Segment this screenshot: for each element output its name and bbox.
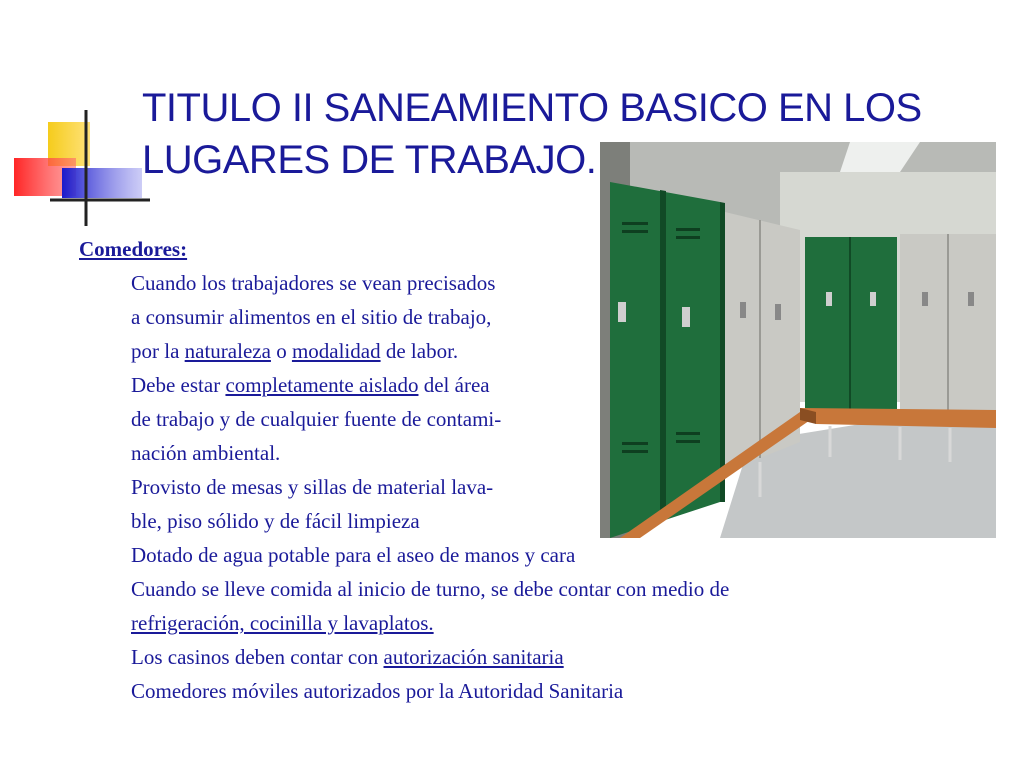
text-run: o <box>270 339 292 363</box>
section-heading: Comedores: <box>79 237 188 261</box>
body-line: Cuando los trabajadores se vean precisados <box>131 271 496 295</box>
title-line-1: TITULO II SANEAMIENTO BASICO EN LOS <box>142 86 922 130</box>
text-run: de labor. <box>380 339 459 363</box>
underlined-term: naturaleza <box>184 339 271 363</box>
underlined-term: autorización sanitaria <box>383 645 564 669</box>
body-line: refrigeración, cocinilla y lavaplatos. <box>131 611 434 635</box>
body-line: Cuando se lleve comida al inicio de turno, se debe contar con medio de <box>131 577 730 601</box>
underlined-term: completamente aislado <box>225 373 419 397</box>
body-line <box>79 334 729 368</box>
body-line <box>79 368 729 402</box>
title-line-2: LUGARES DE TRABAJO. <box>142 138 597 182</box>
text-run: del área <box>418 373 490 397</box>
decorative-squares-graphic <box>10 108 160 248</box>
text-run: Los casinos deben contar con <box>131 645 384 669</box>
body-line: ble, piso sólido y de fácil limpieza <box>131 509 420 533</box>
slide-body <box>79 232 729 708</box>
body-line: a consumir alimentos en el sitio de trabajo, <box>131 305 492 329</box>
body-line: Provisto de mesas y sillas de material lava- <box>131 475 494 499</box>
body-line <box>79 640 729 674</box>
body-line: de trabajo y de cualquier fuente de contami- <box>131 407 502 431</box>
body-line: Dotado de agua potable para el aseo de manos y cara <box>131 543 576 567</box>
body-line: Comedores móviles autorizados por la Autoridad Sanitaria <box>131 679 624 703</box>
text-run: Debe estar <box>131 373 226 397</box>
text-run: por la <box>131 339 185 363</box>
slide-title <box>142 82 982 186</box>
underlined-term: modalidad <box>291 339 381 363</box>
body-line: nación ambiental. <box>131 441 281 465</box>
